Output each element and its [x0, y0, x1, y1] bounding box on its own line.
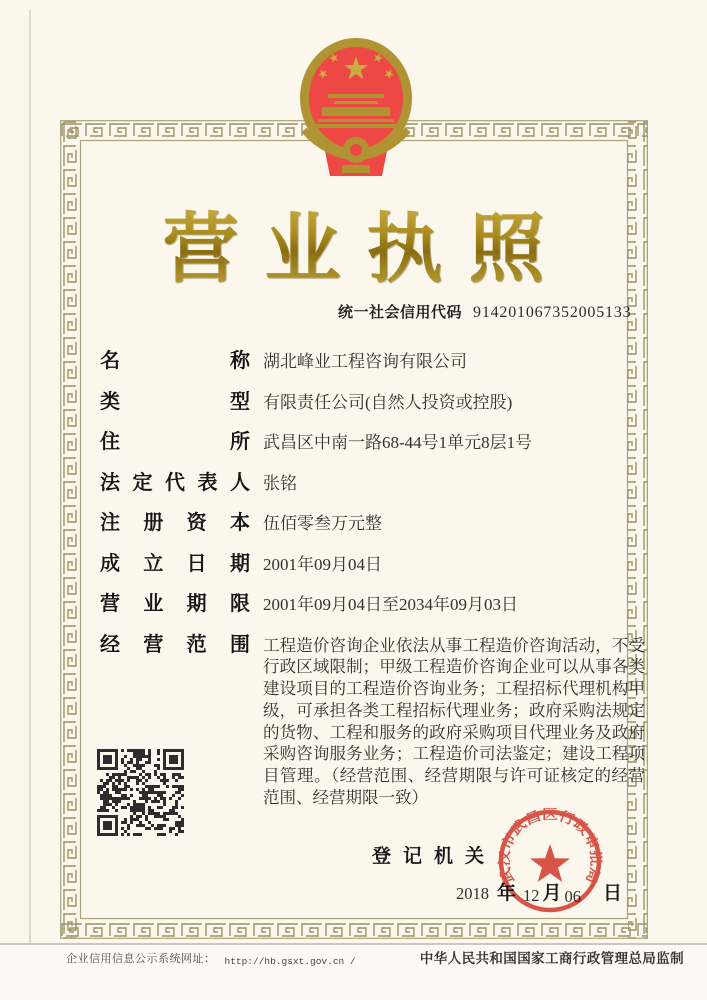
credit-code-value: 914201067352005133 [473, 304, 632, 321]
document-title: 营业执照 [0, 188, 707, 297]
public-system-url: http://hb.gsxt.gov.cn / [224, 956, 356, 967]
field-row-establish-date [100, 552, 645, 593]
issue-month: 12 [523, 886, 540, 905]
field-label: 成立日期 [100, 552, 250, 575]
seal-text: 武汉市武昌区行政审批局 [497, 808, 603, 886]
field-label: 住所 [100, 431, 250, 453]
month-unit: 月 [542, 883, 562, 904]
credit-code-line [338, 301, 631, 322]
field-row-address [100, 430, 645, 471]
footer-right-supervisor: 中华人民共和国国家工商行政管理总局监制 [419, 951, 684, 966]
field-value: 武昌区中南一路68-44号1单元8层1号 [263, 433, 533, 452]
day-unit: 日 [603, 883, 623, 904]
field-row-registered-capital [100, 511, 645, 552]
field-row-type [100, 390, 645, 431]
field-value: 伍佰零叁万元整 [263, 514, 382, 533]
scan-edge-line-bottom [0, 943, 707, 945]
field-value: 有限责任公司(自然人投资或控股) [263, 392, 513, 412]
field-label: 名称 [100, 350, 250, 372]
official-seal-icon [497, 808, 603, 914]
field-label: 法定代表人 [100, 471, 250, 494]
credit-code-label: 统一社会信用代码 [338, 304, 463, 321]
field-row-legal-representative [100, 471, 645, 512]
field-label: 类型 [100, 390, 250, 413]
year-unit: 年 [497, 883, 517, 904]
field-value: 2001年09月04日 [263, 554, 382, 574]
public-system-label: 企业信用信息公示系统网址： [66, 953, 216, 965]
scan-edge-line-left [29, 10, 31, 943]
field-list [100, 349, 645, 809]
field-value: 工程造价咨询企业依法从事工程造价咨询活动，不受行政区域限制；甲级工程造价咨询企业可以从事各类建设项目的工程造价咨询业务；工程招标代理机构甲级，可承担各类工程招标代理业务；政府采购法规定的货物、工程和服务的政府采购项目代理业务及政府采购咨询服务业务；工程造价司法鉴定；建设工程项目管理。（经营范围、经营期限与许可证核定的经营范围、经营期限一致） [263, 635, 645, 808]
registration-authority-label: 登记机关 [372, 846, 484, 867]
footer-left [66, 950, 356, 966]
field-label: 经营范围 [100, 633, 250, 656]
national-emblem-icon [292, 36, 420, 178]
issue-year: 2018 [456, 884, 489, 903]
field-label: 注册资本 [100, 512, 250, 534]
qr-code [97, 749, 184, 836]
field-value: 张铭 [263, 473, 297, 493]
issue-day: 06 [564, 887, 582, 906]
field-label: 营业期限 [100, 593, 250, 615]
field-row-business-term [100, 592, 645, 633]
field-value: 湖北峰业工程咨询有限公司 [263, 352, 467, 371]
field-row-name [100, 349, 645, 390]
field-value: 2001年09月04日至2034年09月03日 [263, 595, 518, 614]
